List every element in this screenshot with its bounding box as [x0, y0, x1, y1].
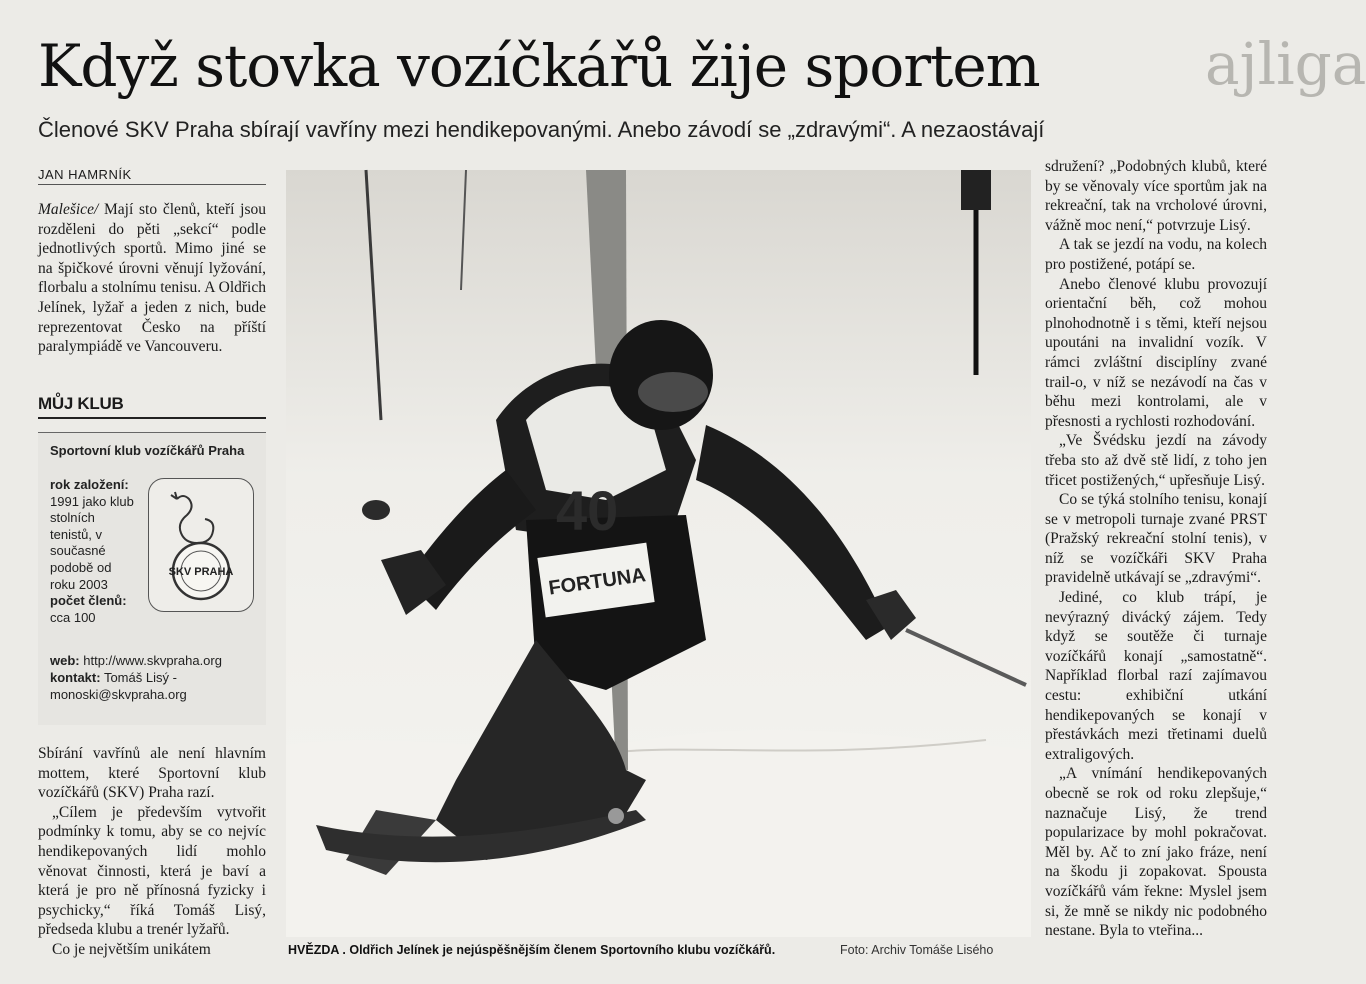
paragraph: sdružení? „Podobných klubů, které by se věnovaly více sportům jak na rekreační, tak na vrcholové úrovni, vážně moc není,“ potvrzuje Lisý. [1045, 158, 1267, 234]
caption-text: Oldřich Jelínek je nejúspěšnějším členem Sportovního klubu vozíčkářů. [345, 943, 776, 957]
members-label: počet členů: [50, 593, 127, 609]
paragraph: „Ve Švédsku jezdí na závody třeba sto až dvě stě lidí, z toho jen třicet postižených,“ upřesňuje Lisý. [1045, 432, 1267, 489]
bib-sponsor-text: FORTUNA [547, 564, 648, 600]
paragraph: Anebo členové klubu provozují orientační běh, což mohou plnohodnotně i s těmi, kteří nejsou upoutáni na invalidní vozík. V rámci zvláštní disciplíny zvané trail-o, v níž se nezávodí na čas v běhu mezi kontrolami, ale v přesnosti a rychlosti rozhodování. [1045, 275, 1267, 430]
paragraph: „Cílem je především vytvořit podmínky k tomu, aby se co nejvíc hendikepovaných lidí mohlo věnovat činnosti, která je baví a která je pro ně přínosná fyzicky i psychicky,“ říká Tomáš Lisý, předseda klubu a trenér lyžařů. [38, 803, 266, 939]
author-byline: JAN HAMRNÍK [38, 167, 266, 185]
club-contact [50, 670, 262, 703]
subheadline: Členové SKV Praha sbírají vavříny mezi hendikepovanými. Anebo závodí se „zdravými“. A nezaostávají [38, 117, 1045, 142]
caption-title: HVĚZDA . [288, 943, 346, 957]
paragraph: Jediné, co klub trápí, je nevýrazný divácký zájem. Tedy když se soutěže či turnaje vozíčkářů konají „samostatně“. Například florbal razí zajímavou cestu: exhibiční utkání hendikepovaných se konají v přestávkách mezi třetinami duelů extraligových. [1045, 589, 1267, 763]
paragraph: Co se týká stolního tenisu, konají se v metropoli turnaje zvané PRST (Pražský rekreační stolní tenis), v níž se vozíčkáři SKV Praha pravidelně utkávají se „zdravými“. [1045, 491, 1267, 587]
club-info-box [38, 432, 266, 725]
web-label: web: [50, 653, 80, 668]
web-value: http://www.skvpraha.org [79, 653, 222, 668]
sit-ski-racer-image [286, 170, 1031, 937]
club-name: Sportovní klub vozíčkářů Praha [50, 443, 245, 458]
dateline: Malešice/ [38, 201, 99, 218]
paragraph: Sbírání vavřínů ale není hlavním mottem, které Sportovní klub vozíčkářů (SKV) Praha razí. [38, 745, 266, 802]
skv-logo-icon [149, 479, 253, 611]
lead-text: Mají sto členů, kteří jsou rozděleni do pěti „sekcí“ podle jednotlivých sportů. Mimo jiné se na špičkové úrovni věnují lyžování, florbalu a stolnímu tenisu. A Oldřich Jelínek, lyžař a jeden z nich, bude reprezentovat Česko na příští paralympiádě ve Vancouveru. [38, 201, 266, 356]
founded-value: 1991 jako klub stolních tenistů, v současné podobě od roku 2003 [50, 493, 134, 592]
club-logo [148, 478, 254, 612]
paragraph: „A vnímání hendikepovaných obecně se rok od roku zlepšuje,“ naznačuje Lisý, že trend popularizace by mohl pokračovat. Měl by. Ač to zní jako fráze, není na škodu ji zopakovat. Spousta vozíčkářů vám řekne: Myslel jsem si, že mně se nikdy nic podobného nestane. Byla to vteřina... [1045, 765, 1267, 940]
photo-credit: Foto: Archiv Tomáše Lisého [840, 943, 994, 957]
column-1-body [38, 744, 266, 960]
logo-text: SKV PRAHA [168, 566, 234, 578]
club-web [50, 653, 262, 670]
contact-label: kontakt: [50, 670, 101, 685]
paragraph: Co je největším unikátem [52, 940, 211, 958]
paragraph: A tak se jezdí na vodu, na kolech pro postižené, potápí se. [1045, 236, 1267, 273]
members-value: cca 100 [50, 609, 96, 625]
founded-label: rok založení: [50, 477, 129, 492]
sidebar-title: MŮJ KLUB [38, 394, 266, 419]
club-founded [50, 477, 138, 626]
lead-paragraph [38, 200, 266, 357]
column-3-body [1045, 157, 1267, 941]
contact-value: Tomáš Lisý - monoski@skvpraha.org [50, 670, 187, 702]
article-photo [286, 170, 1031, 937]
bib-number-text: 40 [556, 479, 619, 542]
headline: Když stovka vozíčkářů žije sportem [38, 32, 1040, 100]
photo-caption [288, 943, 1028, 957]
adjacent-article-bleed: ajliga [1205, 30, 1366, 98]
